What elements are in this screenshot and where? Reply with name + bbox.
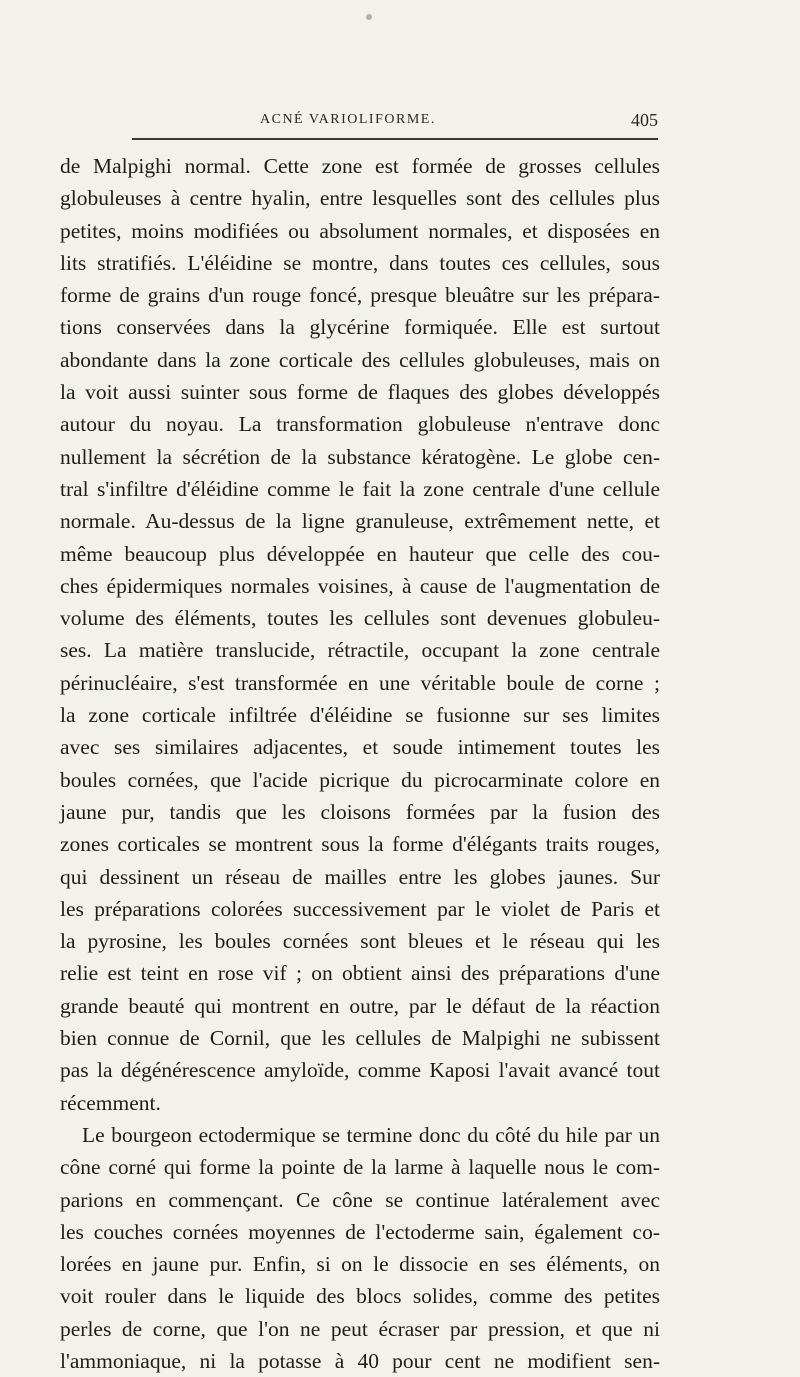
page-number: 405 (631, 110, 658, 130)
text-line: de Malpighi normal. Cette zone est formée de grosses cellules (60, 154, 660, 178)
text-line: les couches cornées moyennes de l'ectoderme sain, également co- (60, 1219, 660, 1244)
text-line: l'ammoniaque, ni la potasse à 40 pour cent ne modifient sen- (60, 1348, 660, 1373)
body-text (60, 150, 660, 1377)
text-line: ches épidermiques normales voisines, à cause de l'augmentation de (60, 573, 660, 598)
text-line: lorées en jaune pur. Enfin, si on le dissocie en ses éléments, on (60, 1252, 660, 1277)
text-line: qui dessinent un réseau de mailles entre les globes jaunes. Sur (60, 864, 660, 889)
text-line: voit rouler dans le liquide des blocs solides, comme des petites (60, 1284, 660, 1309)
header-rule (132, 138, 658, 140)
text-line: bien connue de Cornil, que les cellules de Malpighi ne subissent (60, 1026, 660, 1051)
text-line: la voit aussi suinter sous forme de flaques des globes développés (60, 380, 660, 405)
text-line: jaune pur, tandis que les cloisons formées par la fusion des (60, 799, 660, 824)
text-line: la zone corticale infiltrée d'éléidine se fusionne sur ses limites (60, 703, 660, 728)
text-line: périnucléaire, s'est transformée en une véritable boule de corne ; (60, 670, 660, 695)
text-line: perles de corne, que l'on ne peut écraser par pression, et que ni (60, 1316, 660, 1341)
text-line: abondante dans la zone corticale des cellules globuleuses, mais on (60, 347, 660, 372)
running-head (130, 112, 658, 132)
text-line: forme de grains d'un rouge foncé, presque bleuâtre sur les prépara- (60, 283, 660, 308)
text-line: tions conservées dans la glycérine formiquée. Elle est surtout (60, 315, 660, 340)
text-line: normale. Au-dessus de la ligne granuleuse, extrêmement nette, et (60, 509, 660, 534)
text-line: volume des éléments, toutes les cellules sont devenues globuleu- (60, 606, 660, 631)
text-line: autour du noyau. La transformation globuleuse n'entrave donc (60, 412, 660, 437)
text-line: zones corticales se montrent sous la forme d'élégants traits rouges, (60, 832, 660, 857)
text-line: grande beauté qui montrent en outre, par le défaut de la réaction (60, 993, 660, 1018)
text-line: avec ses similaires adjacentes, et soude intimement toutes les (60, 735, 660, 760)
text-line: globuleuses à centre hyalin, entre lesquelles sont des cellules plus (60, 186, 660, 211)
text-line: Le bourgeon ectodermique se termine donc du côté du hile par un (82, 1122, 660, 1147)
text-line: tral s'infiltre d'éléidine comme le fait la zone centrale d'une cellule (60, 476, 660, 501)
text-line: récemment. (60, 1090, 161, 1115)
text-line: même beaucoup plus développée en hauteur que celle des cou- (60, 541, 660, 566)
text-line: petites, moins modifiées ou absolument normales, et disposées en (60, 218, 660, 243)
running-title: ACNÉ VARIOLIFORME. (260, 112, 436, 127)
text-line: boules cornées, que l'acide picrique du picrocarminate colore en (60, 767, 660, 792)
text-line: lits stratifiés. L'éléidine se montre, dans toutes ces cellules, sous (60, 250, 660, 275)
text-line: les préparations colorées successivement par le violet de Paris et (60, 896, 660, 921)
text-line: parions en commençant. Ce cône se continue latéralement avec (60, 1187, 660, 1212)
text-line: nullement la sécrétion de la substance kératogène. Le globe cen- (60, 444, 660, 469)
text-line: pas la dégénérescence amyloïde, comme Kaposi l'avait avancé tout (60, 1058, 660, 1083)
text-line: la pyrosine, les boules cornées sont bleues et le réseau qui les (60, 929, 660, 954)
ink-spot (366, 14, 372, 20)
text-line: relie est teint en rose vif ; on obtient ainsi des préparations d'une (60, 961, 660, 986)
text-line: ses. La matière translucide, rétractile, occupant la zone centrale (60, 638, 660, 663)
text-line: cône corné qui forme la pointe de la larme à laquelle nous le com- (60, 1155, 660, 1180)
